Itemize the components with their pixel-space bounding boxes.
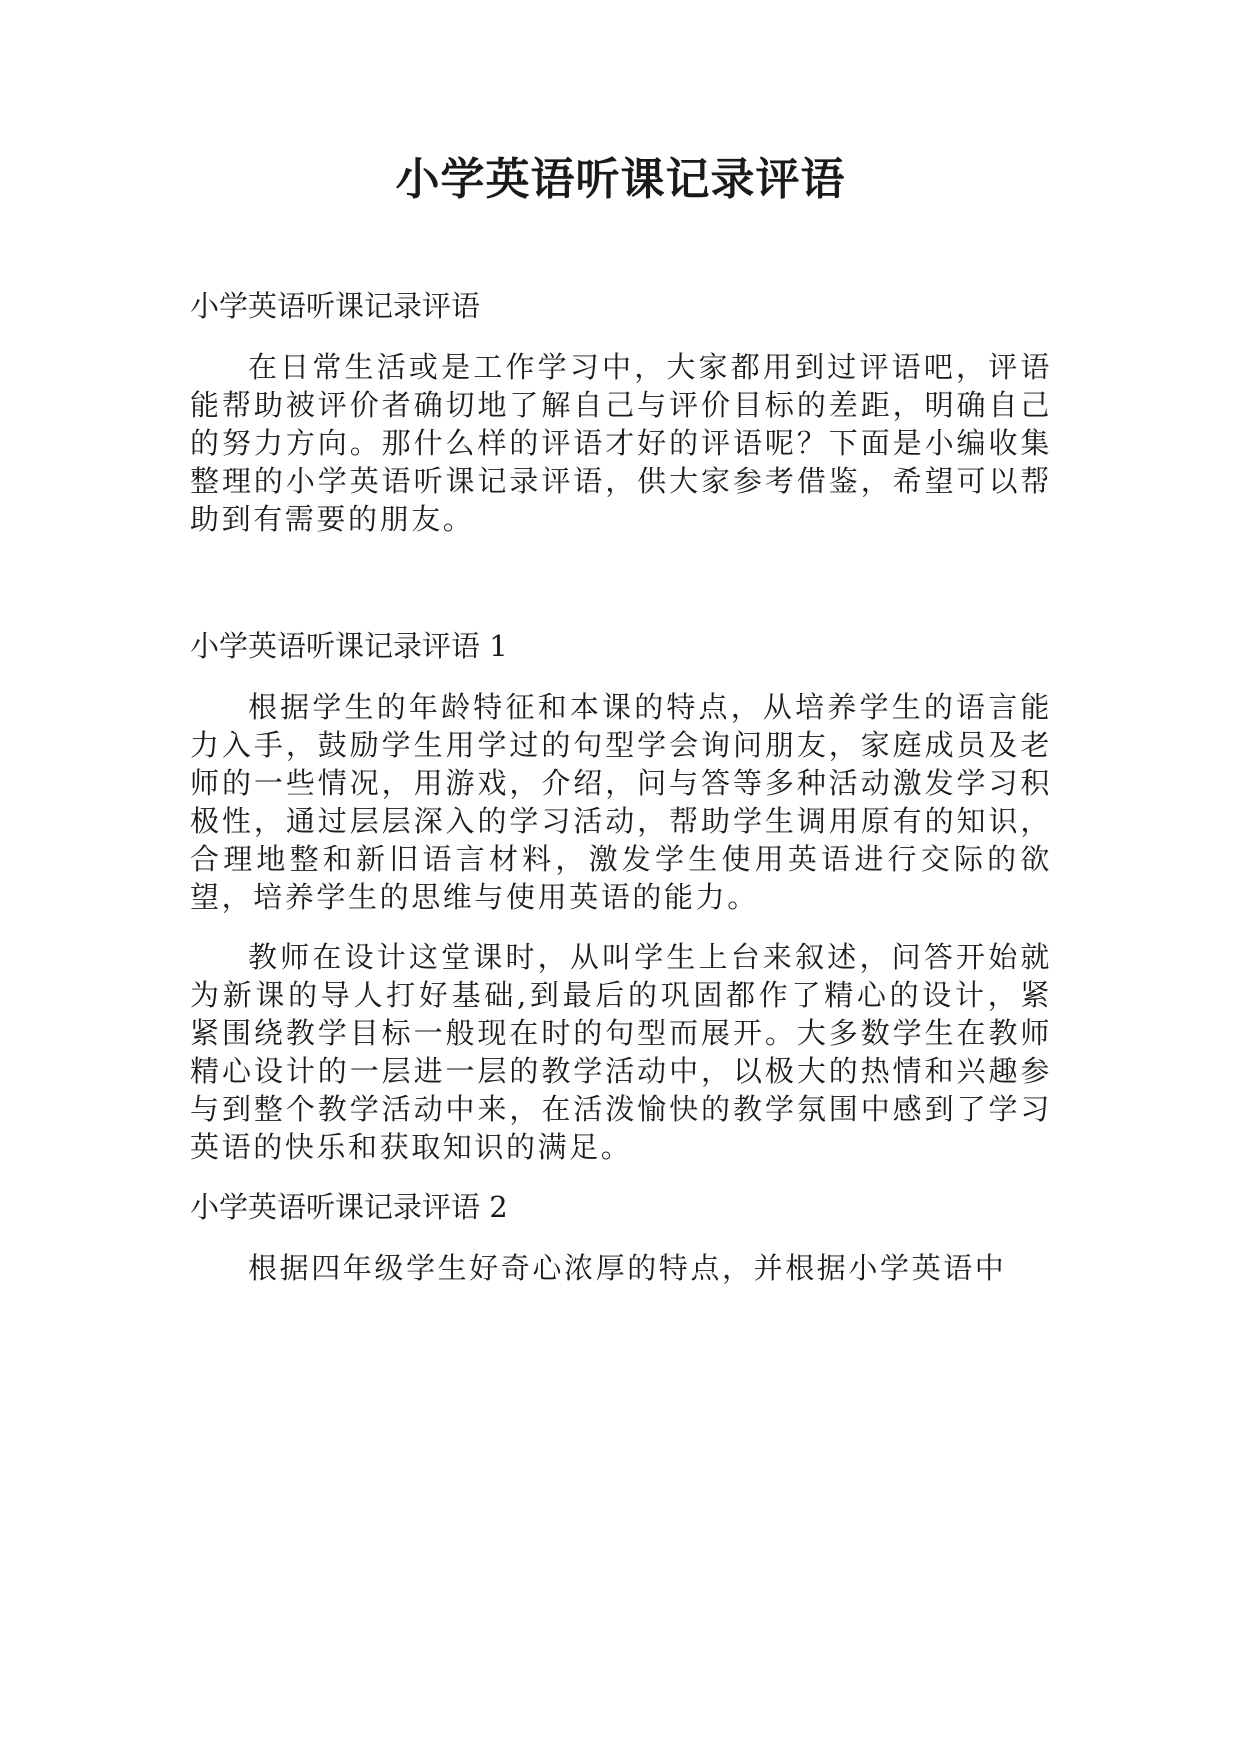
intro-heading: 小学英语听课记录评语	[190, 289, 481, 323]
section-spacer	[190, 538, 1052, 627]
section-1-paragraph-2: 教师在设计这堂课时，从叫学生上台来叙述，问答开始就为新课的导人打好基础,到最后的巩固都作了精心的设计，紧紧围绕教学目标一般现在时的句型而展开。大多数学生在教师精心设计的一层进一层的教学活动中，以极大的热情和兴趣参与到整个教学活动中来，在活泼愉快的教学氛围中感到了学习英语的快乐和获取知识的满足。	[190, 940, 1052, 1164]
intro-paragraph: 在日常生活或是工作学习中，大家都用到过评语吧，评语能帮助被评价者确切地了解自己与评价目标的差距，明确自己的努力方向。那什么样的评语才好的评语呢？下面是小编收集整理的小学英语听课记录评语，供大家参考借鉴，希望可以帮助到有需要的朋友。	[190, 350, 1052, 536]
section-2-paragraph-1: 根据四年级学生好奇心浓厚的特点，并根据小学英语中	[248, 1251, 1007, 1285]
document-body	[190, 287, 1052, 1287]
section-heading-1: 小学英语听课记录评语 1	[190, 629, 508, 663]
section-heading-2: 小学英语听课记录评语 2	[190, 1190, 508, 1224]
section-1-paragraph-1: 根据学生的年龄特征和本课的特点，从培养学生的语言能力入手，鼓励学生用学过的句型学会询问朋友，家庭成员及老师的一些情况，用游戏，介绍，问与答等多种活动激发学习积极性，通过层层深入的学习活动，帮助学生调用原有的知识，合理地整和新旧语言材料，激发学生使用英语进行交际的欲望，培养学生的思维与使用英语的能力。	[190, 690, 1052, 914]
section-spacer	[190, 1166, 1052, 1188]
page-title: 小学英语听课记录评语	[395, 154, 846, 205]
